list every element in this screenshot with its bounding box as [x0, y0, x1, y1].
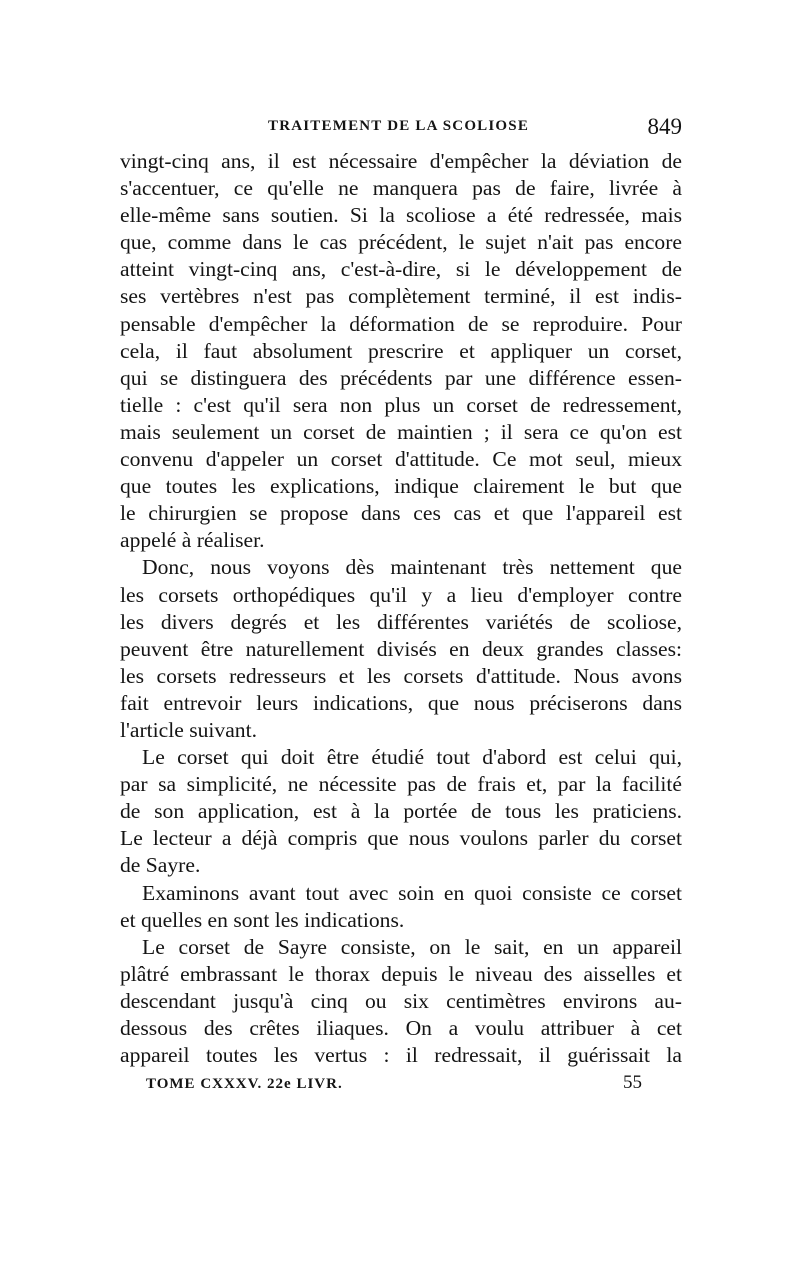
body-text	[120, 148, 682, 1069]
text-line: tielle : c'est qu'il sera non plus un corset de redressement,	[120, 392, 682, 417]
text-line: par sa simplicité, ne nécessite pas de frais et, par la facilité	[120, 772, 682, 797]
text-line: de Sayre.	[120, 853, 201, 878]
signature-number: 55	[623, 1072, 642, 1093]
text-line: que, comme dans le cas précédent, le sujet n'ait pas encore	[120, 230, 682, 255]
text-line: peuvent être naturellement divisés en deux grandes classes:	[120, 636, 682, 661]
text-line: appelé à réaliser.	[120, 528, 265, 553]
text-line: ses vertèbres n'est pas complètement terminé, il est indis-	[120, 284, 682, 309]
paragraph	[120, 934, 682, 1069]
signature-mark: TOME CXXXV. 22e LIVR.	[146, 1076, 343, 1092]
paragraph	[120, 880, 682, 934]
text-line: plâtré embrassant le thorax depuis le niveau des aisselles et	[120, 961, 682, 986]
text-line: convenu d'appeler un corset d'attitude. Ce mot seul, mieux	[120, 447, 682, 472]
signature-line	[146, 1070, 682, 1100]
text-line: s'accentuer, ce qu'elle ne manquera pas de faire, livrée à	[120, 176, 682, 201]
text-line: fait entrevoir leurs indications, que nous préciserons dans	[120, 690, 682, 715]
text-line: Examinons avant tout avec soin en quoi consiste ce corset	[142, 880, 682, 905]
text-line: que toutes les explications, indique clairement le but que	[120, 474, 682, 499]
text-line: cela, il faut absolument prescrire et appliquer un corset,	[120, 338, 682, 363]
text-line: Donc, nous voyons dès maintenant très nettement que	[142, 555, 682, 580]
running-head	[120, 114, 682, 144]
text-line: atteint vingt-cinq ans, c'est-à-dire, si le développement de	[120, 257, 682, 282]
text-line: vingt-cinq ans, il est nécessaire d'empêcher la déviation de	[120, 149, 682, 173]
text-line: de son application, est à la portée de tous les praticiens.	[120, 799, 682, 824]
text-line: le chirurgien se propose dans ces cas et que l'appareil est	[120, 501, 682, 526]
text-line: qui se distinguera des précédents par une différence essen-	[120, 365, 682, 390]
running-title: TRAITEMENT DE LA SCOLIOSE	[268, 118, 530, 134]
text-line: descendant jusqu'à cinq ou six centimètres environs au-	[120, 988, 682, 1013]
page-number: 849	[647, 114, 682, 139]
text-line: elle-même sans soutien. Si la scoliose a été redressée, mais	[120, 203, 682, 228]
text-line: mais seulement un corset de maintien ; il sera ce qu'on est	[120, 419, 682, 444]
text-line: l'article suivant.	[120, 717, 258, 742]
text-line: Le corset qui doit être étudié tout d'abord est celui qui,	[142, 745, 682, 770]
text-line: les divers degrés et les différentes variétés de scoliose,	[120, 609, 682, 634]
paragraph	[120, 148, 682, 554]
text-line: dessous des crêtes iliaques. On a voulu attribuer à cet	[120, 1016, 682, 1040]
paragraph	[120, 554, 682, 744]
text-line: Le lecteur a déjà compris que nous voulons parler du corset	[120, 826, 682, 851]
text-line: et quelles en sont les indications.	[120, 907, 405, 932]
text-line: pensable d'empêcher la déformation de se reproduire. Pour	[120, 311, 682, 336]
text-line: les corsets redresseurs et les corsets d'attitude. Nous avons	[120, 663, 682, 688]
text-line: appareil toutes les vertus : il redressait, il guérissait la	[120, 1043, 682, 1068]
text-line: les corsets orthopédiques qu'il y a lieu d'employer contre	[120, 582, 682, 607]
text-line: Le corset de Sayre consiste, on le sait, en un appareil	[142, 934, 682, 959]
paragraph	[120, 744, 682, 879]
